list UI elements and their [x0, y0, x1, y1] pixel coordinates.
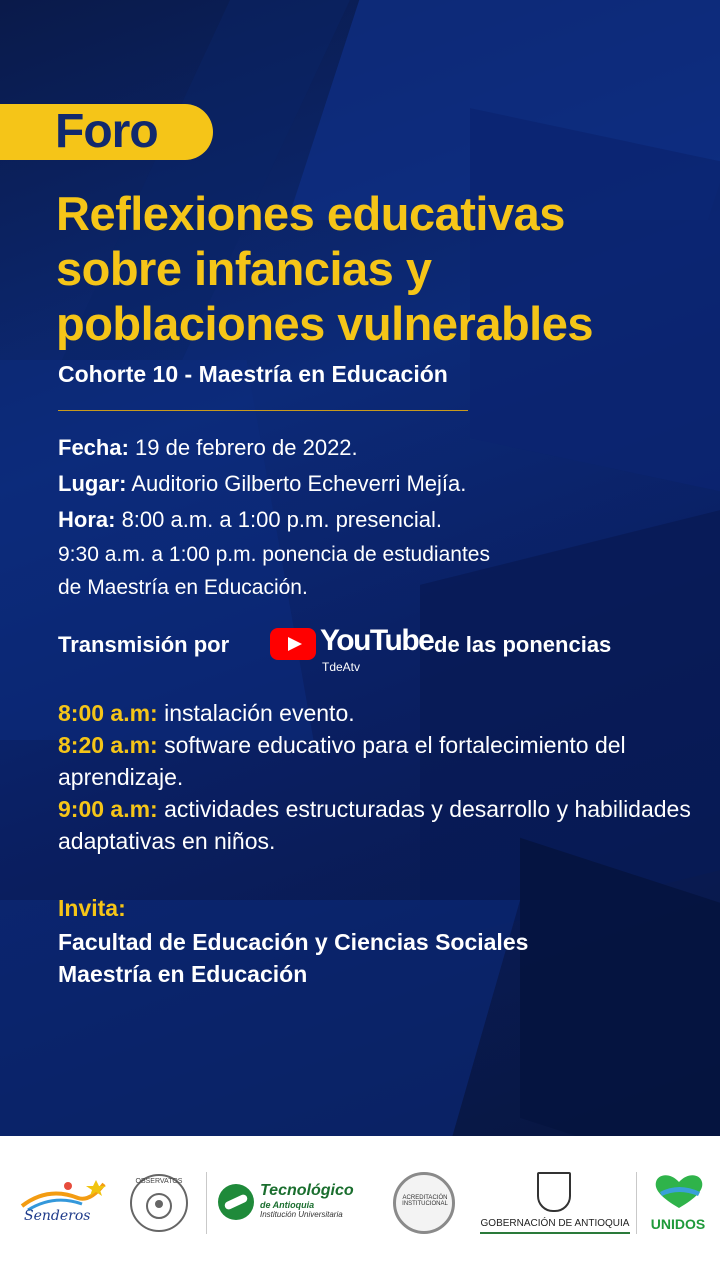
agenda-time: 8:00 a.m: — [58, 700, 158, 726]
agenda-item — [58, 697, 698, 729]
agenda-time: 8:20 a.m: — [58, 732, 158, 758]
agenda-text: software educativo para el fortalecimiento del aprendizaje. — [58, 732, 626, 790]
extra-line: 9:30 a.m. a 1:00 p.m. ponencia de estudiantes — [58, 543, 490, 566]
senderos-logo — [18, 1176, 108, 1236]
place-row — [58, 466, 490, 502]
unidos-label: UNIDOS — [650, 1216, 706, 1232]
accreditation-seal — [393, 1172, 455, 1234]
tecnologico-logo — [218, 1182, 388, 1226]
time-label: Hora: — [58, 507, 116, 532]
unidos-logo — [646, 1172, 710, 1236]
channel-name: TdeAtv — [322, 660, 361, 674]
agenda-text: instalación evento. — [157, 700, 355, 726]
observatorios-logo — [130, 1174, 188, 1232]
observatorios-label: OBSERVATOS — [135, 1178, 183, 1185]
tecnologico-name: Tecnológico — [260, 1182, 354, 1199]
title-line: sobre infancias y — [56, 242, 432, 295]
coat-of-arms-icon — [537, 1172, 571, 1212]
date-value: 19 de febrero de 2022. — [128, 435, 358, 460]
heart-icon — [652, 1172, 706, 1210]
event-title — [56, 186, 696, 351]
date-label: Fecha: — [58, 435, 129, 460]
organizer: Facultad de Educación y Ciencias Sociales — [58, 929, 529, 955]
agenda-time: 9:00 a.m: — [58, 796, 158, 822]
stream-prefix: Transmisión por — [58, 632, 230, 657]
youtube-logo — [270, 624, 434, 676]
head-icon — [132, 1176, 186, 1230]
time-value: 8:00 a.m. a 1:00 p.m. presencial. — [115, 507, 442, 532]
title-line: Reflexiones educativas — [56, 187, 565, 240]
title-line: poblaciones vulnerables — [56, 297, 594, 350]
agenda — [58, 697, 698, 857]
youtube-play-icon — [270, 628, 316, 660]
footer-separator — [206, 1172, 207, 1234]
youtube-wordmark: YouTube — [320, 624, 434, 657]
agenda-text: actividades estructuradas y desarrollo y habilidades adaptativas en niños. — [58, 796, 691, 854]
footer-separator — [636, 1172, 637, 1234]
organizer: Maestría en Educación — [58, 961, 308, 987]
divider — [58, 410, 468, 411]
agenda-item — [58, 793, 698, 857]
extra-line: de Maestría en Educación. — [58, 576, 308, 599]
invita-label: Invita: — [58, 895, 126, 921]
tecnologico-sub2: Institución Universitaria — [260, 1210, 343, 1219]
time-row — [58, 502, 490, 538]
senderos-label: Senderos — [24, 1208, 91, 1224]
stream-suffix: de las ponencias — [434, 632, 612, 657]
event-details — [58, 430, 490, 604]
tecnologico-mark-icon — [218, 1184, 254, 1220]
accreditation-label: ACREDITACIÓN INSTITUCIONAL — [402, 1195, 448, 1207]
date-row — [58, 430, 490, 466]
tecnologico-sub: de Antioquia — [260, 1200, 315, 1210]
place-label: Lugar: — [58, 471, 127, 496]
footer-logos — [0, 1136, 720, 1280]
stream-info — [58, 626, 698, 676]
background-shape — [520, 838, 720, 1136]
gobernacion-logo — [480, 1172, 630, 1236]
event-subtitle: Cohorte 10 - Maestría en Educación — [58, 361, 448, 387]
gobernacion-underline — [480, 1232, 630, 1234]
gobernacion-label: GOBERNACIÓN DE ANTIOQUIA — [480, 1218, 630, 1229]
agenda-item — [58, 729, 698, 793]
organizers — [58, 926, 528, 990]
place-value: Auditorio Gilberto Echeverri Mejía. — [126, 471, 467, 496]
foro-badge-label: Foro — [55, 105, 158, 158]
